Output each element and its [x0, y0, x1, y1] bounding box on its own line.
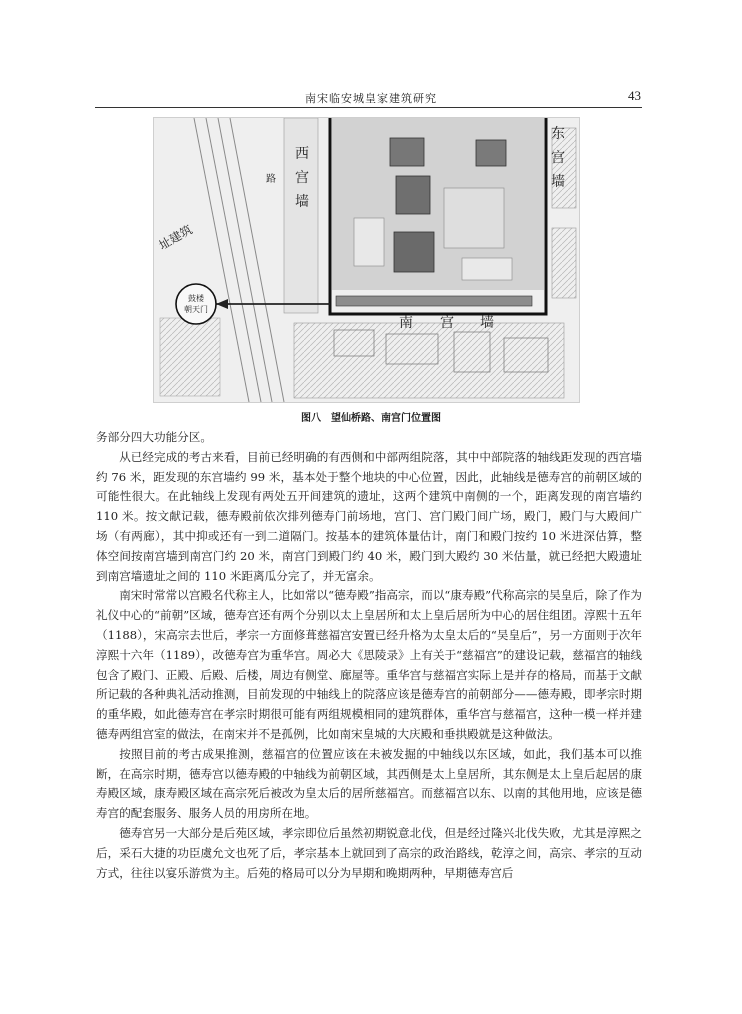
paragraph: 南宋时常常以宫殿名代称主人，比如常以“德寿殿”指高宗，而以“康寿殿”代称高宗的吴皇后，除了作为礼仪中心的“前朝”区域，德寿宫还有两个分别以太上皇居所和太上皇后居所为中心的居住组团。淳熙十五年（1188），宋高宗去世后，孝宗一方面修葺慈福宫安置已经升格为太皇太后的“吴皇后”，另一方面则于次年淳熙十六年（1189），改德寿宫为重华宫。周必大《思陵录》上有关于“慈福宫”的建设记载，慈福宫的轴线包含了殿门、正殿、后殿、后楼，周边有侧堂、廊屋等。重华宫与慈福宫实际上是并存的格局，而基于文献所记载的各种典礼活动推测，目前发现的中轴线上的院落应该是德寿宫的前朝部分——德寿殿，即孝宗时期的重华殿，如此德寿宫在孝宗时期很可能有两组规模相同的建筑群体，重华宫与慈福宫，这种一模一样并建德寿两组宫室的做法，在南宋并不是孤例，比如南宋皇城的大庆殿和垂拱殿就是这种做法。 [96, 588, 642, 741]
body-text [96, 428, 642, 883]
paragraph: 务部分四大功能分区。 [96, 430, 212, 444]
running-title: 南宋临安城皇家建筑研究 [305, 92, 437, 105]
east-wall-label-1: 东 [551, 126, 565, 142]
paragraph: 德寿宫另一大部分是后苑区域，孝宗即位后虽然初期锐意北伐，但是经过隆兴北伐失败，尤其是淳熙之后，采石大捷的功臣虞允文也死了后，孝宗基本上就回到了高宗的政治路线，乾淳之间，高宗、孝宗的互动方式，往往以宴乐游赏为主。后苑的格局可以分为早期和晚期两种，早期德寿宫后 [96, 825, 642, 880]
gate-label-2: 朝天门 [184, 305, 208, 314]
site-label: 址建筑 [156, 222, 195, 253]
south-wall-label: 南 [399, 315, 413, 331]
gate-label-1: 鼓楼 [188, 294, 204, 303]
paragraph: 从已经完成的考古来看，目前已经明确的有西侧和中部两组院落，其中中部院落的轴线距发现的西宫墙约 76 米，距发现的东宫墙约 99 米，基本处于整个地块的中心位置，因此，此轴线是德寿宫的前朝区域的可能性很大。在此轴线上发现有两处五开间建筑的遗址，这两个建筑中南侧的一个，距离发现的南宫墙约 110 米。按文献记载，德寿殿前依次排列德寿门前场地，宫门、宫门殿门间广场，殿门，殿门与大殿间广场（有两廊），其中抑或还有一到二道隔门。按基本的建筑体量估计，南门和殿门按约 10 米进深估算，整体空间按南宫墙到南宫门约 20 米，南宫门到殿门约 40 米，殿门到大殿约 30 米估量，就已经把大殿遗址到南宫墙遗址之间的 110 米距离瓜分完了，并无富余。 [96, 449, 642, 583]
east-wall-label-2: 宫 [551, 150, 565, 166]
site-plan-map [154, 118, 579, 402]
west-wall-label-2: 宫 [295, 170, 309, 186]
south-wall-label-2: 宫 [440, 315, 454, 331]
road-label: 路 [266, 174, 276, 185]
east-wall-label-3: 墙 [551, 174, 565, 190]
south-wall-label-3: 墙 [480, 315, 494, 331]
figure-caption: 图八 望仙桥路、南宫门位置图 [301, 413, 441, 424]
gate-marker [176, 284, 216, 324]
header-rule [95, 107, 642, 108]
paragraph: 按照目前的考古成果推测，慈福宫的位置应该在未被发掘的中轴线以东区域，如此，我们基本可以推断，在高宗时期，德寿宫以德寿殿的中轴线为前朝区域，其西侧是太上皇居所，其东侧是太上皇后起居的康寿殿区域，康寿殿区域在高宗死后被改为皇太后的居所慈福宫。而慈福宫以东、以南的其他用地，应该是德寿宫的配套服务、服务人员的用房所在地。 [96, 746, 642, 821]
west-wall-label-1: 西 [295, 146, 309, 162]
page-number: 43 [628, 88, 641, 103]
site-plan-figure [153, 117, 580, 403]
west-wall-label-3: 墙 [295, 194, 309, 210]
